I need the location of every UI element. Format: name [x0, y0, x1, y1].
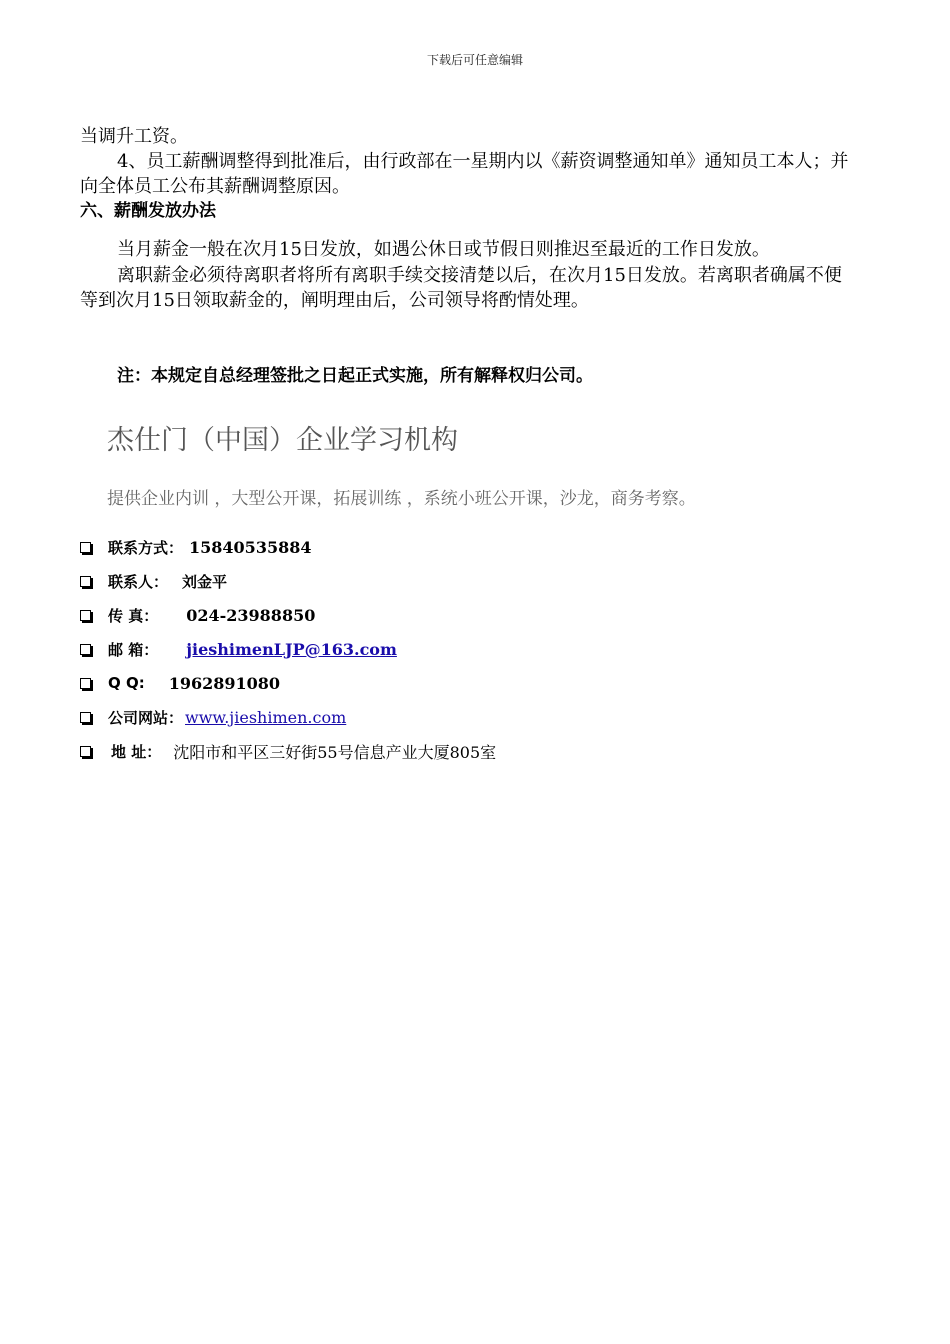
contact-row-email [80, 632, 860, 666]
checkbox-bullet-icon [80, 576, 91, 587]
paragraph-4: 4、员工薪酬调整得到批准后，由行政部在一星期内以《薪资调整通知单》通知员工本人；并向全体员工公布其薪酬调整原因。 [80, 151, 849, 197]
contact-row-website [80, 700, 860, 734]
email-link[interactable]: jieshimenLJP@163.com [186, 639, 397, 659]
checkbox-bullet-icon [80, 678, 91, 689]
paragraph-pay-date: 当月薪金一般在次月15日发放，如遇公休日或节假日则推迟至最近的工作日发放。 [117, 239, 770, 260]
checkbox-bullet-icon [80, 610, 91, 621]
contact-row-phone [80, 530, 860, 564]
page-header: 下载后可任意编辑 [426, 53, 523, 67]
website-link[interactable]: www.jieshimen.com [185, 707, 347, 727]
note-statement: 注：本规定自总经理签批之日起正式实施，所有解释权归公司。 [117, 366, 593, 386]
person-value: 刘金平 [182, 572, 228, 591]
contact-row-qq [80, 666, 860, 700]
qq-value: 1962891080 [168, 673, 281, 693]
section-6-title: 六、薪酬发放办法 [80, 201, 216, 221]
fax-label: 传 真： [108, 606, 159, 625]
paragraph-resignation-pay: 离职薪金必须待离职者将所有离职手续交接清楚以后，在次月15日发放。若离职者确属不便等到次月15日领取薪金的，阐明理由后，公司领导将酌情处理。 [80, 265, 842, 311]
contact-row-fax [80, 598, 860, 632]
checkbox-bullet-icon [80, 542, 91, 553]
org-name: 杰仕门（中国）企业学习机构 [107, 425, 458, 456]
fax-value: 024-23988850 [186, 605, 316, 625]
checkbox-bullet-icon [80, 712, 91, 723]
address-value: 沈阳市和平区三好街55号信息产业大厦805室 [173, 742, 497, 762]
person-label: 联系人： [108, 572, 169, 591]
contact-row-address [80, 734, 860, 768]
phone-value: 15840535884 [189, 537, 312, 557]
website-label: 公司网站： [108, 708, 184, 727]
address-label: 地 址： [111, 742, 162, 761]
checkbox-bullet-icon [80, 746, 91, 757]
qq-label: Q Q: [108, 674, 145, 692]
contact-row-person [80, 564, 860, 598]
email-label: 邮 箱： [108, 640, 159, 659]
org-description: 提供企业内训 ，大型公开课，拓展训练 ，系统小班公开课，沙龙，商务考察。 [107, 489, 696, 509]
contact-list [80, 530, 860, 768]
checkbox-bullet-icon [80, 644, 91, 655]
body-line-1: 当调升工资。 [80, 126, 188, 147]
phone-label: 联系方式： [108, 538, 184, 557]
